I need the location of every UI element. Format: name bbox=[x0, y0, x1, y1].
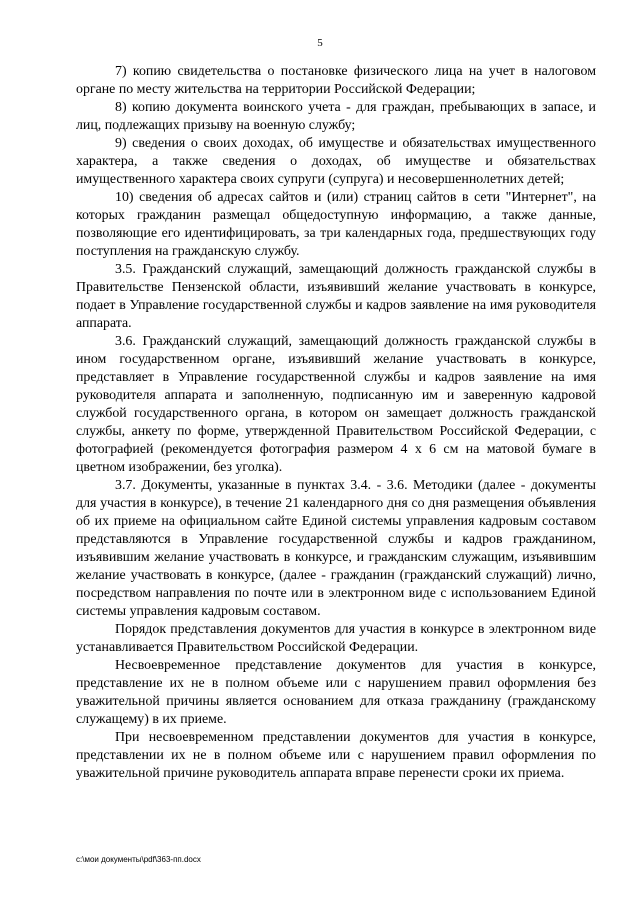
paragraph-late-submission-extension: При несвоевременном представлении документов для участия в конкурсе, представлении их не в полном объеме или с нарушением правил оформления по уважительной причине руководитель аппарата вправе перенести сроки их приема. bbox=[76, 730, 596, 781]
paragraph-3-5: 3.5. Гражданский служащий, замещающий должность гражданской службы в Правительстве Пензенской области, изъявивший желание участвовать в конкурсе, подает в Управление государственной службы и кадров заявление на имя руководителя аппарата. bbox=[76, 262, 596, 331]
paragraph-3-6: 3.6. Гражданский служащий, замещающий должность гражданской службы в ином государственном органе, изъявивший желание участвовать в конкурсе, представляет в Управление государственной службы и кадров заявление на имя руководителя аппарата и заполненную, подписанную им и заверенную кадровой службой государственного органа, в котором он замещает должность гражданской службы, анкету по форме, утвержденной Правительством Российской Федерации, с фотографией (рекомендуется фотография размером 4 х 6 см на матовой бумаге в цветном изображении, без уголка). bbox=[76, 334, 596, 475]
page-number: 5 bbox=[317, 37, 323, 49]
paragraph-late-submission-refusal: Несвоевременное представление документов для участия в конкурсе, представление их не в полном объеме или с нарушением правил оформления без уважительной причины является основанием для отказа гражданину (гражданскому служащему) в их приеме. bbox=[76, 658, 596, 727]
paragraph-item-7: 7) копию свидетельства о постановке физического лица на учет в налоговом органе по месту жительства на территории Российской Федерации; bbox=[76, 64, 596, 97]
document-body bbox=[76, 63, 596, 783]
paragraph-electronic-procedure: Порядок представления документов для участия в конкурсе в электронном виде устанавливается Правительством Российской Федерации. bbox=[76, 622, 596, 655]
paragraph-3-7: 3.7. Документы, указанные в пунктах 3.4. - 3.6. Методики (далее - документы для участия в конкурсе), в течение 21 календарного дня со дня размещения объявления об их приеме на официальном сайте Единой системы управления кадровым составом представляются в Управление государственной службы и кадров гражданином, изъявившим желание участвовать в конкурсе, и гражданским служащим, изъявившим желание участвовать в конкурсе, (далее - гражданин (гражданский служащий) лично, посредством направления по почте или в электронном виде с использованием Единой системы управления кадровым составом. bbox=[76, 478, 596, 619]
paragraph-item-10: 10) сведения об адресах сайтов и (или) страниц сайтов в сети "Интернет", на которых гражданин размещал общедоступную информацию, а также данные, позволяющие его идентифицировать, за три календарных года, предшествующих году поступления на гражданскую службу. bbox=[76, 190, 596, 259]
paragraph-item-8: 8) копию документа воинского учета - для граждан, пребывающих в запасе, и лиц, подлежащих призыву на военную службу; bbox=[76, 100, 596, 133]
paragraph-item-9: 9) сведения о своих доходах, об имуществе и обязательствах имущественного характера, а также сведения о доходах, об имуществе и обязательствах имущественного характера своих супруги (супруга) и несовершеннолетних детей; bbox=[76, 136, 596, 187]
footer-file-path: c:\мои документы\pdf\363-пп.docx bbox=[76, 855, 201, 864]
